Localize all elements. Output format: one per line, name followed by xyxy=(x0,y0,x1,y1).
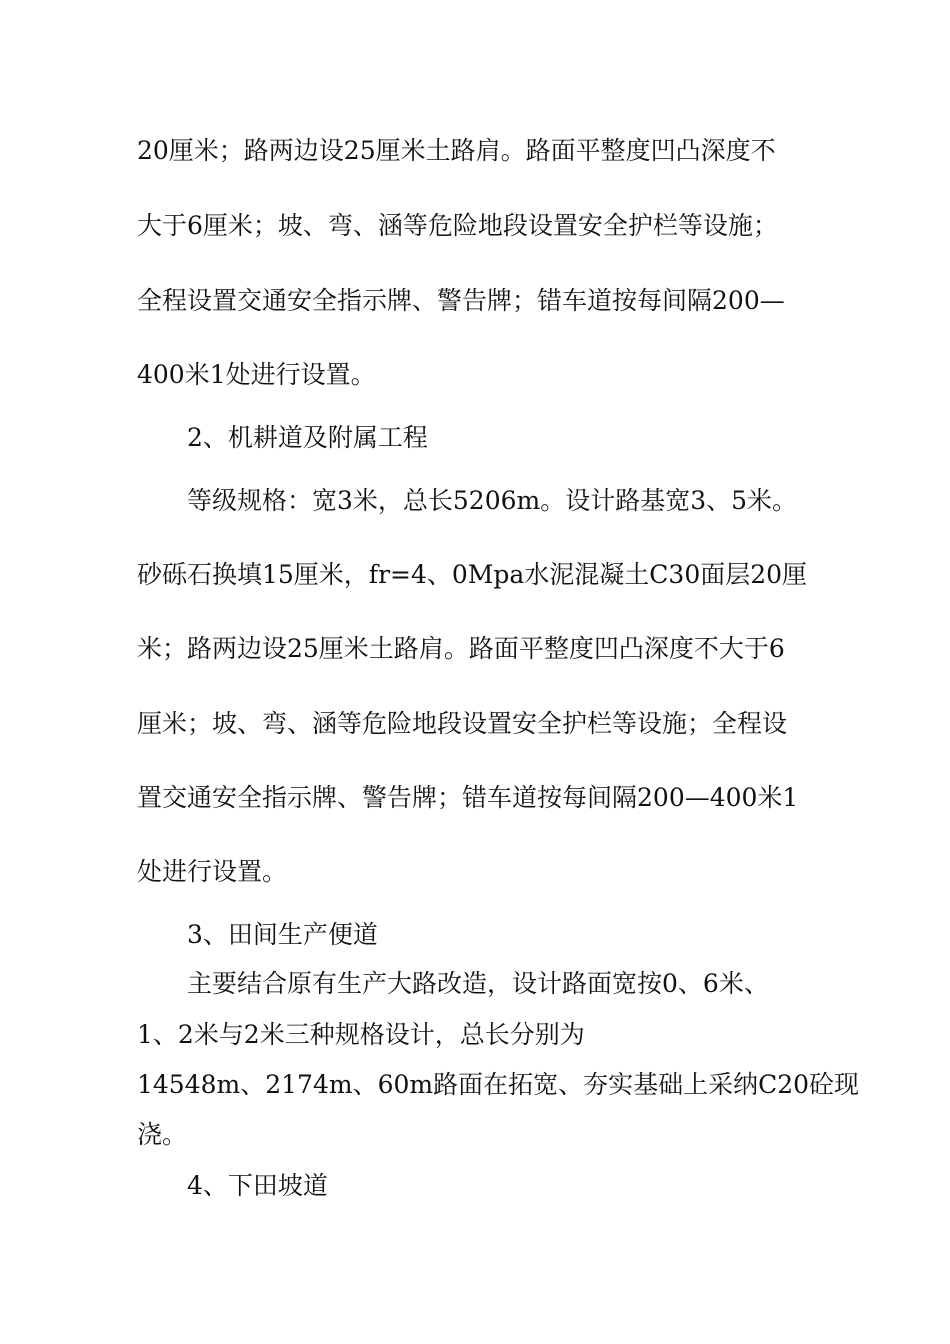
paragraph-line: 大于6厘米；坡、弯、涵等危险地段设置安全护栏等设施； xyxy=(137,211,778,240)
section-heading: 4、下田坡道 xyxy=(187,1171,328,1200)
paragraph-line: 1、2米与2米三种规格设计，总长分别为 xyxy=(137,1020,585,1049)
section-heading: 2、机耕道及附属工程 xyxy=(187,423,428,452)
paragraph-line: 主要结合原有生产大路改造，设计路面宽按0、6米、 xyxy=(187,969,769,998)
paragraph-line: 米；路两边设25厘米土路肩。路面平整度凹凸深度不大于6 xyxy=(137,634,785,663)
section-heading: 3、田间生产便道 xyxy=(187,920,378,949)
paragraph-line: 厘米；坡、弯、涵等危险地段设置安全护栏等设施；全程设 xyxy=(137,709,788,738)
paragraph-line: 浇。 xyxy=(137,1120,188,1149)
paragraph-line: 处进行设置。 xyxy=(137,857,288,886)
paragraph-line: 全程设置交通安全指示牌、警告牌；错车道按每间隔200— xyxy=(137,286,785,315)
paragraph-line: 20厘米；路两边设25厘米土路肩。路面平整度凹凸深度不 xyxy=(137,136,776,165)
paragraph-line: 置交通安全指示牌、警告牌；错车道按每间隔200—400米1 xyxy=(137,783,799,812)
paragraph-line: 等级规格：宽3米，总长5206m。设计路基宽3、5米。 xyxy=(187,486,798,515)
paragraph-line: 400米1处进行设置。 xyxy=(137,360,376,389)
paragraph-line: 砂砾石换填15厘米，fr=4、0Mpa水泥混凝土C30面层20厘 xyxy=(137,560,808,589)
paragraph-line: 14548m、2174m、60m路面在拓宽、夯实基础上采纳C20砼现 xyxy=(137,1070,860,1099)
